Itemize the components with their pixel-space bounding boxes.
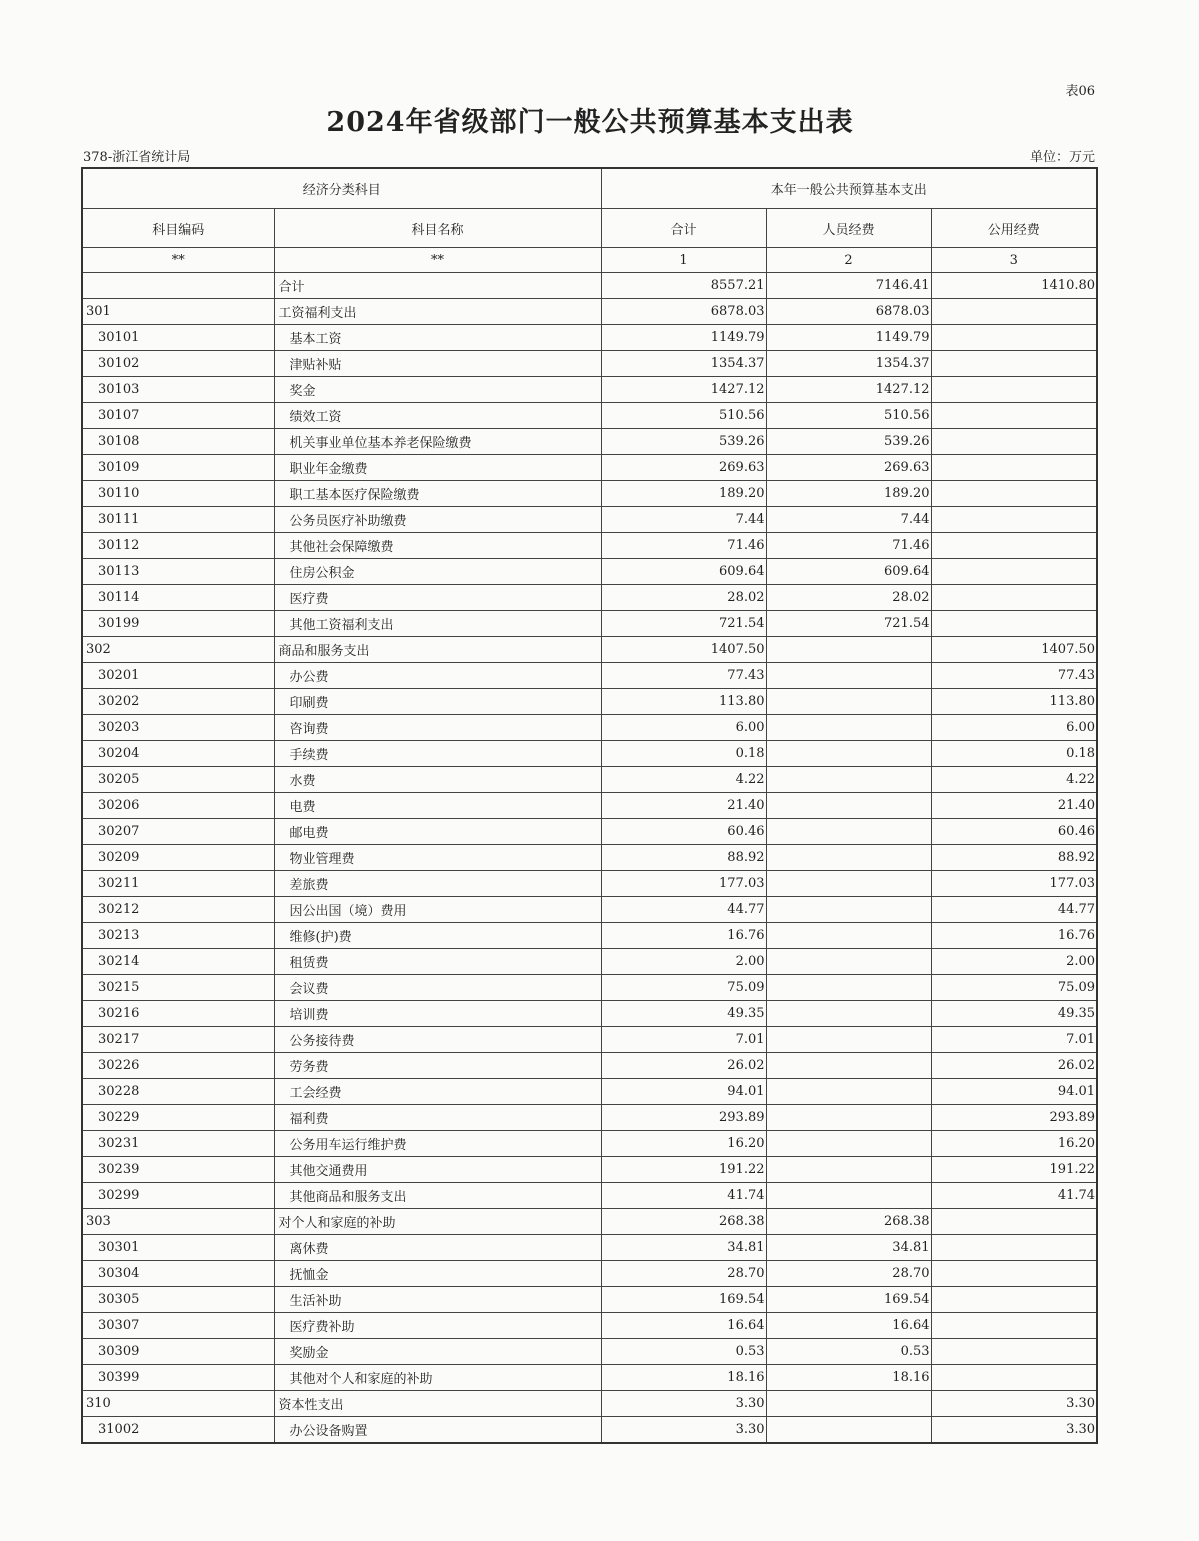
row-total: 88.92 xyxy=(601,845,766,871)
table-row xyxy=(82,611,1097,637)
row-personnel: 609.64 xyxy=(766,559,931,585)
table-row xyxy=(82,1261,1097,1287)
row-code: 30102 xyxy=(82,351,274,377)
row-total: 16.64 xyxy=(601,1313,766,1339)
row-name: 印刷费 xyxy=(274,689,601,715)
row-code: 30309 xyxy=(82,1339,274,1365)
table-number: 表06 xyxy=(1065,84,1095,99)
row-public xyxy=(931,559,1097,585)
row-public xyxy=(931,1261,1097,1287)
row-total: 721.54 xyxy=(601,611,766,637)
table-row xyxy=(82,455,1097,481)
row-total: 49.35 xyxy=(601,1001,766,1027)
row-public xyxy=(931,377,1097,403)
table-row xyxy=(82,819,1097,845)
row-code: 30229 xyxy=(82,1105,274,1131)
row-personnel xyxy=(766,1105,931,1131)
row-code: 30207 xyxy=(82,819,274,845)
row-total: 189.20 xyxy=(601,481,766,507)
row-code: 30217 xyxy=(82,1027,274,1053)
row-personnel xyxy=(766,1417,931,1444)
row-public xyxy=(931,1313,1097,1339)
row-personnel xyxy=(766,767,931,793)
row-name: 基本工资 xyxy=(274,325,601,351)
table-row xyxy=(82,923,1097,949)
table-row xyxy=(82,403,1097,429)
row-name: 职业年金缴费 xyxy=(274,455,601,481)
row-total: 539.26 xyxy=(601,429,766,455)
table-row xyxy=(82,845,1097,871)
row-code: 30305 xyxy=(82,1287,274,1313)
row-name: 其他商品和服务支出 xyxy=(274,1183,601,1209)
row-total: 1149.79 xyxy=(601,325,766,351)
table-row xyxy=(82,559,1097,585)
row-name: 办公设备购置 xyxy=(274,1417,601,1444)
header-col2: 2 xyxy=(766,248,931,273)
row-personnel xyxy=(766,871,931,897)
row-total: 4.22 xyxy=(601,767,766,793)
row-code: 30212 xyxy=(82,897,274,923)
row-public xyxy=(931,1209,1097,1235)
row-total: 293.89 xyxy=(601,1105,766,1131)
row-personnel xyxy=(766,741,931,767)
row-name: 租赁费 xyxy=(274,949,601,975)
row-public xyxy=(931,533,1097,559)
row-personnel xyxy=(766,897,931,923)
row-personnel: 16.64 xyxy=(766,1313,931,1339)
row-name: 公务员医疗补助缴费 xyxy=(274,507,601,533)
row-personnel xyxy=(766,689,931,715)
row-code: 30307 xyxy=(82,1313,274,1339)
row-public: 16.20 xyxy=(931,1131,1097,1157)
row-total: 2.00 xyxy=(601,949,766,975)
row-code: 301 xyxy=(82,299,274,325)
table-row xyxy=(82,325,1097,351)
row-code: 302 xyxy=(82,637,274,663)
row-code: 303 xyxy=(82,1209,274,1235)
row-code: 30103 xyxy=(82,377,274,403)
row-personnel: 18.16 xyxy=(766,1365,931,1391)
row-name: 公务用车运行维护费 xyxy=(274,1131,601,1157)
row-code: 30110 xyxy=(82,481,274,507)
row-personnel: 7146.41 xyxy=(766,273,931,299)
table-row xyxy=(82,1183,1097,1209)
row-name: 资本性支出 xyxy=(274,1391,601,1417)
row-total: 60.46 xyxy=(601,819,766,845)
row-code: 30228 xyxy=(82,1079,274,1105)
row-name: 机关事业单位基本养老保险缴费 xyxy=(274,429,601,455)
row-personnel: 721.54 xyxy=(766,611,931,637)
row-personnel: 0.53 xyxy=(766,1339,931,1365)
row-name: 工资福利支出 xyxy=(274,299,601,325)
table-row xyxy=(82,585,1097,611)
row-public xyxy=(931,1287,1097,1313)
row-total: 8557.21 xyxy=(601,273,766,299)
table-row xyxy=(82,1079,1097,1105)
row-name: 合计 xyxy=(274,273,601,299)
row-public: 77.43 xyxy=(931,663,1097,689)
row-code: 30101 xyxy=(82,325,274,351)
row-name: 手续费 xyxy=(274,741,601,767)
row-public xyxy=(931,1235,1097,1261)
row-public: 21.40 xyxy=(931,793,1097,819)
table-row xyxy=(82,663,1097,689)
row-public: 26.02 xyxy=(931,1053,1097,1079)
row-public xyxy=(931,351,1097,377)
row-personnel: 71.46 xyxy=(766,533,931,559)
table-row xyxy=(82,1391,1097,1417)
row-total: 1427.12 xyxy=(601,377,766,403)
row-code: 30214 xyxy=(82,949,274,975)
row-code: 30107 xyxy=(82,403,274,429)
row-public: 113.80 xyxy=(931,689,1097,715)
row-name: 工会经费 xyxy=(274,1079,601,1105)
row-public: 177.03 xyxy=(931,871,1097,897)
row-public xyxy=(931,481,1097,507)
row-public: 3.30 xyxy=(931,1417,1097,1444)
row-personnel: 1149.79 xyxy=(766,325,931,351)
row-total: 269.63 xyxy=(601,455,766,481)
row-public xyxy=(931,403,1097,429)
row-public: 2.00 xyxy=(931,949,1097,975)
table-row xyxy=(82,1365,1097,1391)
row-personnel: 510.56 xyxy=(766,403,931,429)
table-row xyxy=(82,533,1097,559)
row-total: 3.30 xyxy=(601,1417,766,1444)
table-row xyxy=(82,299,1097,325)
header-row-3 xyxy=(82,248,1097,273)
row-personnel: 1427.12 xyxy=(766,377,931,403)
table-row xyxy=(82,1001,1097,1027)
row-code: 30239 xyxy=(82,1157,274,1183)
row-personnel: 7.44 xyxy=(766,507,931,533)
row-public xyxy=(931,585,1097,611)
row-personnel: 189.20 xyxy=(766,481,931,507)
row-total: 3.30 xyxy=(601,1391,766,1417)
row-code: 30204 xyxy=(82,741,274,767)
row-total: 41.74 xyxy=(601,1183,766,1209)
row-public: 16.76 xyxy=(931,923,1097,949)
row-code: 30226 xyxy=(82,1053,274,1079)
row-personnel xyxy=(766,949,931,975)
row-code: 30114 xyxy=(82,585,274,611)
table-row xyxy=(82,507,1097,533)
row-personnel: 539.26 xyxy=(766,429,931,455)
row-public: 6.00 xyxy=(931,715,1097,741)
row-public xyxy=(931,611,1097,637)
header-personnel: 人员经费 xyxy=(766,209,931,248)
row-public xyxy=(931,1365,1097,1391)
row-public: 1410.80 xyxy=(931,273,1097,299)
row-name: 物业管理费 xyxy=(274,845,601,871)
header-basic-expenditure: 本年一般公共预算基本支出 xyxy=(601,168,1097,209)
row-name: 因公出国（境）费用 xyxy=(274,897,601,923)
row-public: 1407.50 xyxy=(931,637,1097,663)
row-total: 18.16 xyxy=(601,1365,766,1391)
row-name: 维修(护)费 xyxy=(274,923,601,949)
row-total: 0.18 xyxy=(601,741,766,767)
row-code: 30301 xyxy=(82,1235,274,1261)
row-code: 30206 xyxy=(82,793,274,819)
header-name-mark: ** xyxy=(274,248,601,273)
row-name: 绩效工资 xyxy=(274,403,601,429)
row-code: 30113 xyxy=(82,559,274,585)
row-personnel xyxy=(766,1391,931,1417)
header-code: 科目编码 xyxy=(82,209,274,248)
row-total: 44.77 xyxy=(601,897,766,923)
header-economic-class: 经济分类科目 xyxy=(82,168,601,209)
row-personnel xyxy=(766,1053,931,1079)
row-personnel xyxy=(766,1027,931,1053)
row-public xyxy=(931,1339,1097,1365)
table-row xyxy=(82,793,1097,819)
header-col3: 3 xyxy=(931,248,1097,273)
row-public: 7.01 xyxy=(931,1027,1097,1053)
row-code: 310 xyxy=(82,1391,274,1417)
row-total: 609.64 xyxy=(601,559,766,585)
row-total: 75.09 xyxy=(601,975,766,1001)
table-row xyxy=(82,1131,1097,1157)
row-code: 30202 xyxy=(82,689,274,715)
row-code: 30304 xyxy=(82,1261,274,1287)
row-public xyxy=(931,299,1097,325)
row-personnel xyxy=(766,819,931,845)
row-total: 28.02 xyxy=(601,585,766,611)
row-personnel xyxy=(766,637,931,663)
row-total: 268.38 xyxy=(601,1209,766,1235)
row-personnel xyxy=(766,975,931,1001)
row-name: 职工基本医疗保险缴费 xyxy=(274,481,601,507)
row-total: 16.20 xyxy=(601,1131,766,1157)
row-name: 津贴补贴 xyxy=(274,351,601,377)
row-total: 28.70 xyxy=(601,1261,766,1287)
table-row xyxy=(82,1105,1097,1131)
row-total: 1407.50 xyxy=(601,637,766,663)
row-personnel xyxy=(766,1079,931,1105)
row-total: 113.80 xyxy=(601,689,766,715)
row-public: 88.92 xyxy=(931,845,1097,871)
row-total: 169.54 xyxy=(601,1287,766,1313)
table-row xyxy=(82,481,1097,507)
row-name: 福利费 xyxy=(274,1105,601,1131)
table-row xyxy=(82,1339,1097,1365)
row-total: 6.00 xyxy=(601,715,766,741)
header-code-mark: ** xyxy=(82,248,274,273)
row-total: 1354.37 xyxy=(601,351,766,377)
row-code: 30231 xyxy=(82,1131,274,1157)
table-row xyxy=(82,949,1097,975)
row-public xyxy=(931,507,1097,533)
row-public: 44.77 xyxy=(931,897,1097,923)
row-personnel xyxy=(766,663,931,689)
row-public: 49.35 xyxy=(931,1001,1097,1027)
header-public: 公用经费 xyxy=(931,209,1097,248)
row-code: 31002 xyxy=(82,1417,274,1444)
row-personnel: 169.54 xyxy=(766,1287,931,1313)
header-name: 科目名称 xyxy=(274,209,601,248)
row-total: 77.43 xyxy=(601,663,766,689)
table-row xyxy=(82,429,1097,455)
row-code: 30112 xyxy=(82,533,274,559)
row-name: 公务接待费 xyxy=(274,1027,601,1053)
row-personnel xyxy=(766,923,931,949)
row-personnel xyxy=(766,845,931,871)
row-name: 电费 xyxy=(274,793,601,819)
row-code: 30108 xyxy=(82,429,274,455)
row-name: 办公费 xyxy=(274,663,601,689)
row-code: 30209 xyxy=(82,845,274,871)
row-personnel: 6878.03 xyxy=(766,299,931,325)
table-row xyxy=(82,637,1097,663)
row-code: 30109 xyxy=(82,455,274,481)
table-row xyxy=(82,1287,1097,1313)
row-public xyxy=(931,325,1097,351)
row-total: 6878.03 xyxy=(601,299,766,325)
row-total: 26.02 xyxy=(601,1053,766,1079)
row-public: 4.22 xyxy=(931,767,1097,793)
row-personnel xyxy=(766,715,931,741)
row-total: 510.56 xyxy=(601,403,766,429)
table-row xyxy=(82,273,1097,299)
row-code: 30201 xyxy=(82,663,274,689)
row-personnel xyxy=(766,1157,931,1183)
row-name: 其他交通费用 xyxy=(274,1157,601,1183)
unit-label: 单位：万元 xyxy=(1029,150,1095,165)
row-name: 劳务费 xyxy=(274,1053,601,1079)
row-personnel: 34.81 xyxy=(766,1235,931,1261)
table-row xyxy=(82,897,1097,923)
table-row xyxy=(82,1417,1097,1444)
row-code: 30299 xyxy=(82,1183,274,1209)
row-personnel xyxy=(766,793,931,819)
budget-table-body xyxy=(82,168,1097,1443)
row-public: 41.74 xyxy=(931,1183,1097,1209)
table-row xyxy=(82,767,1097,793)
row-code: 30399 xyxy=(82,1365,274,1391)
row-name: 其他对个人和家庭的补助 xyxy=(274,1365,601,1391)
table-row xyxy=(82,741,1097,767)
row-public: 60.46 xyxy=(931,819,1097,845)
table-row xyxy=(82,715,1097,741)
table-row xyxy=(82,689,1097,715)
row-total: 7.44 xyxy=(601,507,766,533)
row-code: 30213 xyxy=(82,923,274,949)
row-personnel: 28.70 xyxy=(766,1261,931,1287)
table-row xyxy=(82,1235,1097,1261)
table-row xyxy=(82,1027,1097,1053)
row-public: 293.89 xyxy=(931,1105,1097,1131)
row-code xyxy=(82,273,274,299)
row-name: 住房公积金 xyxy=(274,559,601,585)
row-total: 191.22 xyxy=(601,1157,766,1183)
row-total: 16.76 xyxy=(601,923,766,949)
row-total: 7.01 xyxy=(601,1027,766,1053)
row-name: 会议费 xyxy=(274,975,601,1001)
row-name: 抚恤金 xyxy=(274,1261,601,1287)
row-name: 差旅费 xyxy=(274,871,601,897)
row-total: 0.53 xyxy=(601,1339,766,1365)
row-public: 191.22 xyxy=(931,1157,1097,1183)
row-code: 30203 xyxy=(82,715,274,741)
row-personnel: 268.38 xyxy=(766,1209,931,1235)
table-row xyxy=(82,1157,1097,1183)
row-total: 177.03 xyxy=(601,871,766,897)
row-total: 34.81 xyxy=(601,1235,766,1261)
row-name: 培训费 xyxy=(274,1001,601,1027)
table-row xyxy=(82,1313,1097,1339)
header-row-1 xyxy=(82,168,1097,209)
row-code: 30111 xyxy=(82,507,274,533)
row-name: 奖金 xyxy=(274,377,601,403)
row-name: 咨询费 xyxy=(274,715,601,741)
department-label: 378-浙江省统计局 xyxy=(83,150,191,165)
row-name: 邮电费 xyxy=(274,819,601,845)
row-name: 医疗费 xyxy=(274,585,601,611)
table-row xyxy=(82,377,1097,403)
row-public: 3.30 xyxy=(931,1391,1097,1417)
row-code: 30216 xyxy=(82,1001,274,1027)
row-public xyxy=(931,455,1097,481)
row-code: 30211 xyxy=(82,871,274,897)
table-row xyxy=(82,1053,1097,1079)
header-row-2 xyxy=(82,209,1097,248)
row-name: 对个人和家庭的补助 xyxy=(274,1209,601,1235)
row-public: 94.01 xyxy=(931,1079,1097,1105)
row-name: 生活补助 xyxy=(274,1287,601,1313)
row-name: 离休费 xyxy=(274,1235,601,1261)
row-personnel xyxy=(766,1131,931,1157)
row-personnel: 1354.37 xyxy=(766,351,931,377)
row-personnel: 269.63 xyxy=(766,455,931,481)
row-name: 其他工资福利支出 xyxy=(274,611,601,637)
row-personnel xyxy=(766,1001,931,1027)
row-public xyxy=(931,429,1097,455)
row-code: 30205 xyxy=(82,767,274,793)
row-personnel: 28.02 xyxy=(766,585,931,611)
row-total: 94.01 xyxy=(601,1079,766,1105)
row-total: 21.40 xyxy=(601,793,766,819)
header-col1: 1 xyxy=(601,248,766,273)
table-row xyxy=(82,351,1097,377)
row-name: 其他社会保障缴费 xyxy=(274,533,601,559)
row-name: 水费 xyxy=(274,767,601,793)
table-row xyxy=(82,1209,1097,1235)
row-public: 75.09 xyxy=(931,975,1097,1001)
budget-table xyxy=(81,167,1098,1444)
table-row xyxy=(82,871,1097,897)
row-name: 奖励金 xyxy=(274,1339,601,1365)
page-title: 2024年省级部门一般公共预算基本支出表 xyxy=(326,107,854,138)
table-row xyxy=(82,975,1097,1001)
row-public: 0.18 xyxy=(931,741,1097,767)
row-name: 医疗费补助 xyxy=(274,1313,601,1339)
row-name: 商品和服务支出 xyxy=(274,637,601,663)
header-total: 合计 xyxy=(601,209,766,248)
row-personnel xyxy=(766,1183,931,1209)
row-code: 30199 xyxy=(82,611,274,637)
row-total: 71.46 xyxy=(601,533,766,559)
row-code: 30215 xyxy=(82,975,274,1001)
